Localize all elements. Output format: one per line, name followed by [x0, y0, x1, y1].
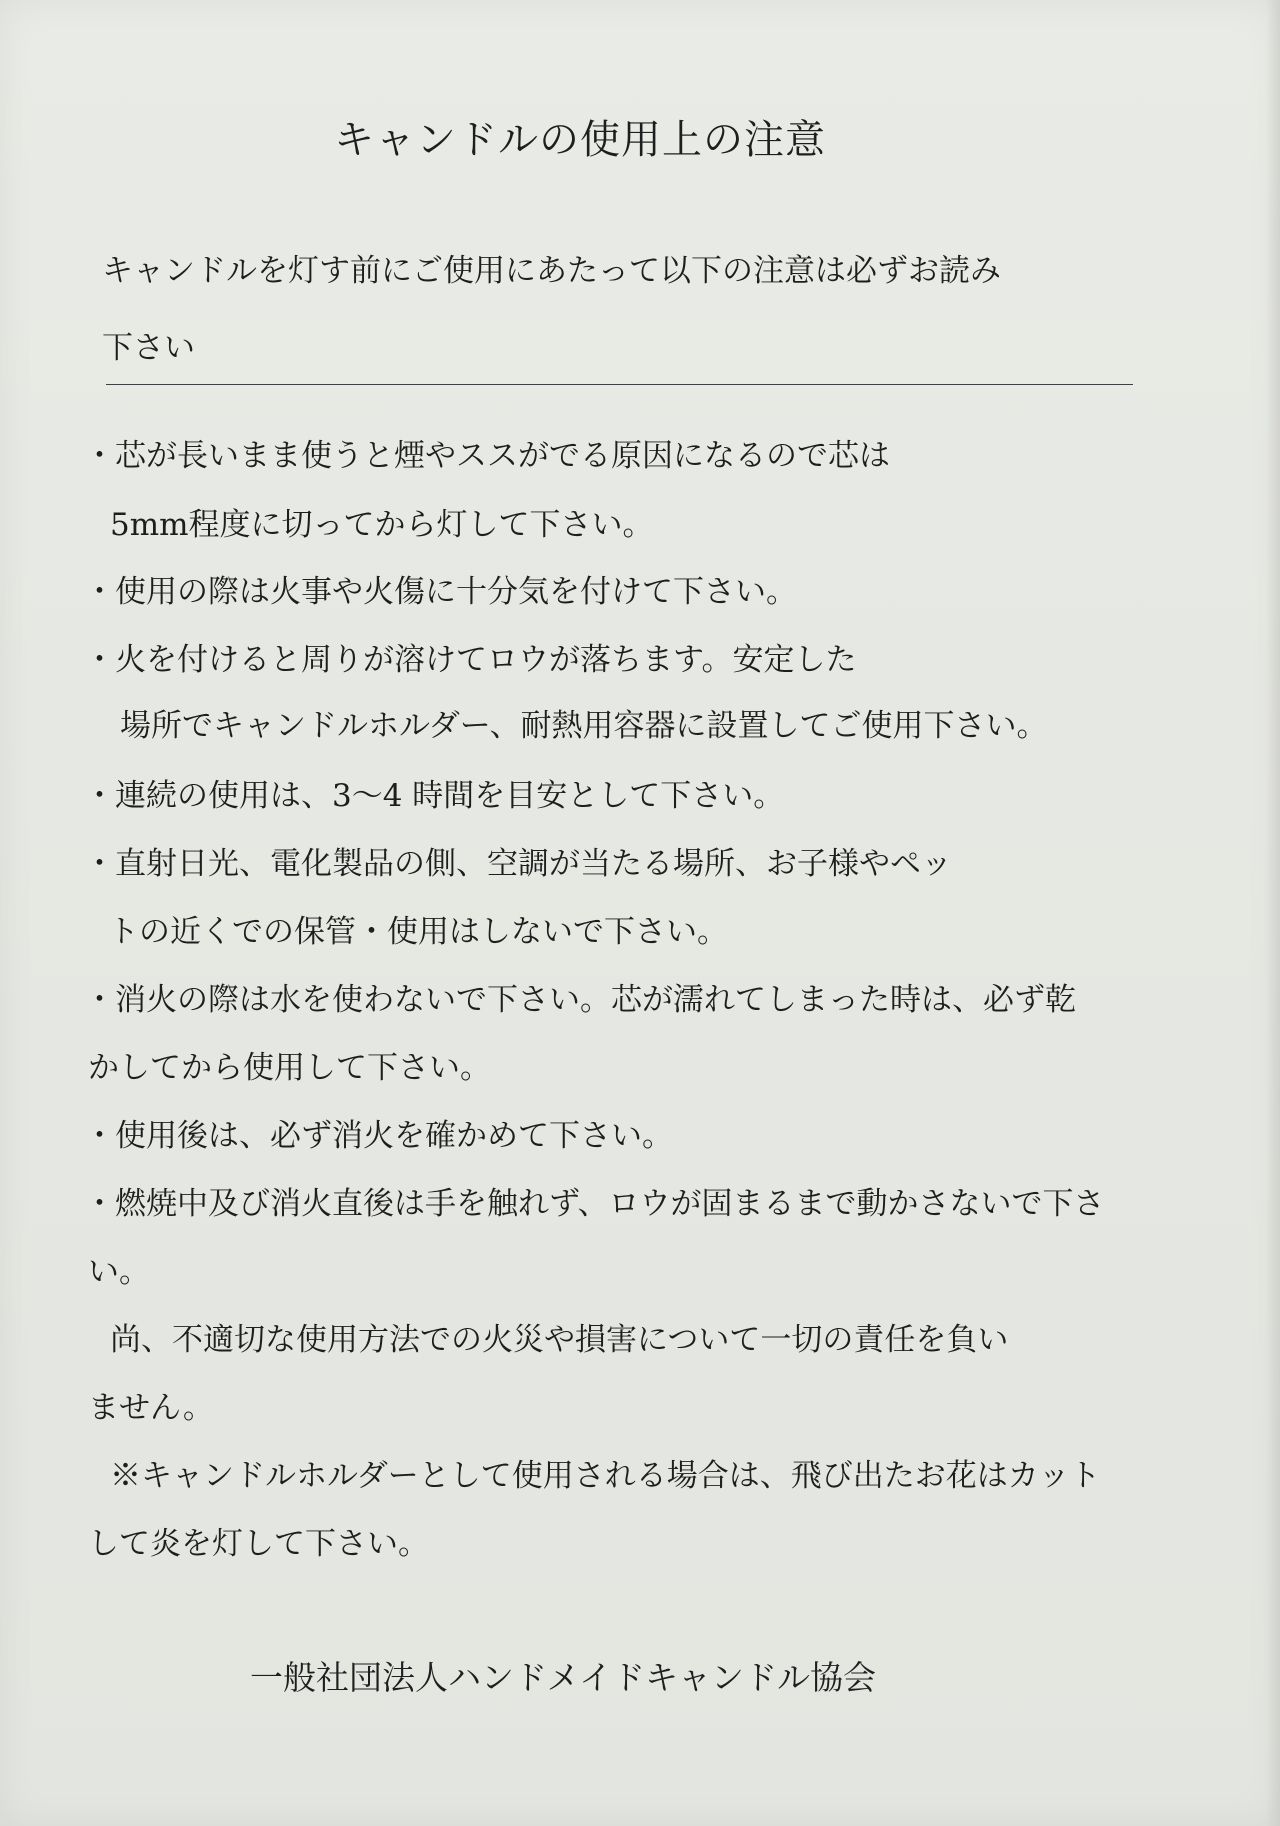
notice-line: ・連続の使用は、3～4 時間を目安として下さい。: [84, 778, 785, 814]
notice-line: ・燃焼中及び消火直後は手を触れず、ロウが固まるまで動かさないで下さ: [84, 1186, 1105, 1222]
notice-line: トの近くでの保管・使用はしないで下さい。: [108, 914, 728, 950]
notice-line: ・直射日光、電化製品の側、空調が当たる場所、お子様やペッ: [84, 846, 952, 882]
page-title: キャンドルの使用上の注意: [334, 117, 826, 163]
intro-line-1: キャンドルを灯す前にご使用にあたって以下の注意は必ずお読み: [102, 253, 1001, 289]
notice-line: 5mm程度に切ってから灯して下さい。: [110, 507, 654, 543]
notice-line: 尚、不適切な使用方法での火災や損害について一切の責任を負い: [110, 1322, 1009, 1358]
notice-line: ・使用の際は火事や火傷に十分気を付けて下さい。: [84, 574, 797, 610]
notice-line: ・消火の際は水を使わないで下さい。芯が濡れてしまった時は、必ず乾: [84, 982, 1076, 1018]
organization-name: 一般社団法人ハンドメイドキャンドル協会: [250, 1658, 877, 1697]
divider: [106, 384, 1133, 385]
notice-line: かしてから使用して下さい。: [88, 1050, 491, 1086]
notice-line: ・使用後は、必ず消火を確かめて下さい。: [84, 1118, 673, 1154]
notice-line: ・火を付けると周りが溶けてロウが落ちます。安定した: [84, 642, 857, 678]
notice-line: ※キャンドルホルダーとして使用される場合は、飛び出たお花はカット: [110, 1458, 1101, 1494]
notice-line: 場所でキャンドルホルダー、耐熱用容器に設置してご使用下さい。: [120, 708, 1048, 744]
notice-line: して炎を灯して下さい。: [88, 1526, 429, 1562]
notice-line: ・芯が長いまま使うと煙やススがでる原因になるので芯は: [84, 438, 890, 474]
notice-line: い。: [88, 1254, 150, 1290]
intro-line-2: 下さい: [102, 330, 195, 366]
notice-line: ません。: [88, 1390, 214, 1426]
